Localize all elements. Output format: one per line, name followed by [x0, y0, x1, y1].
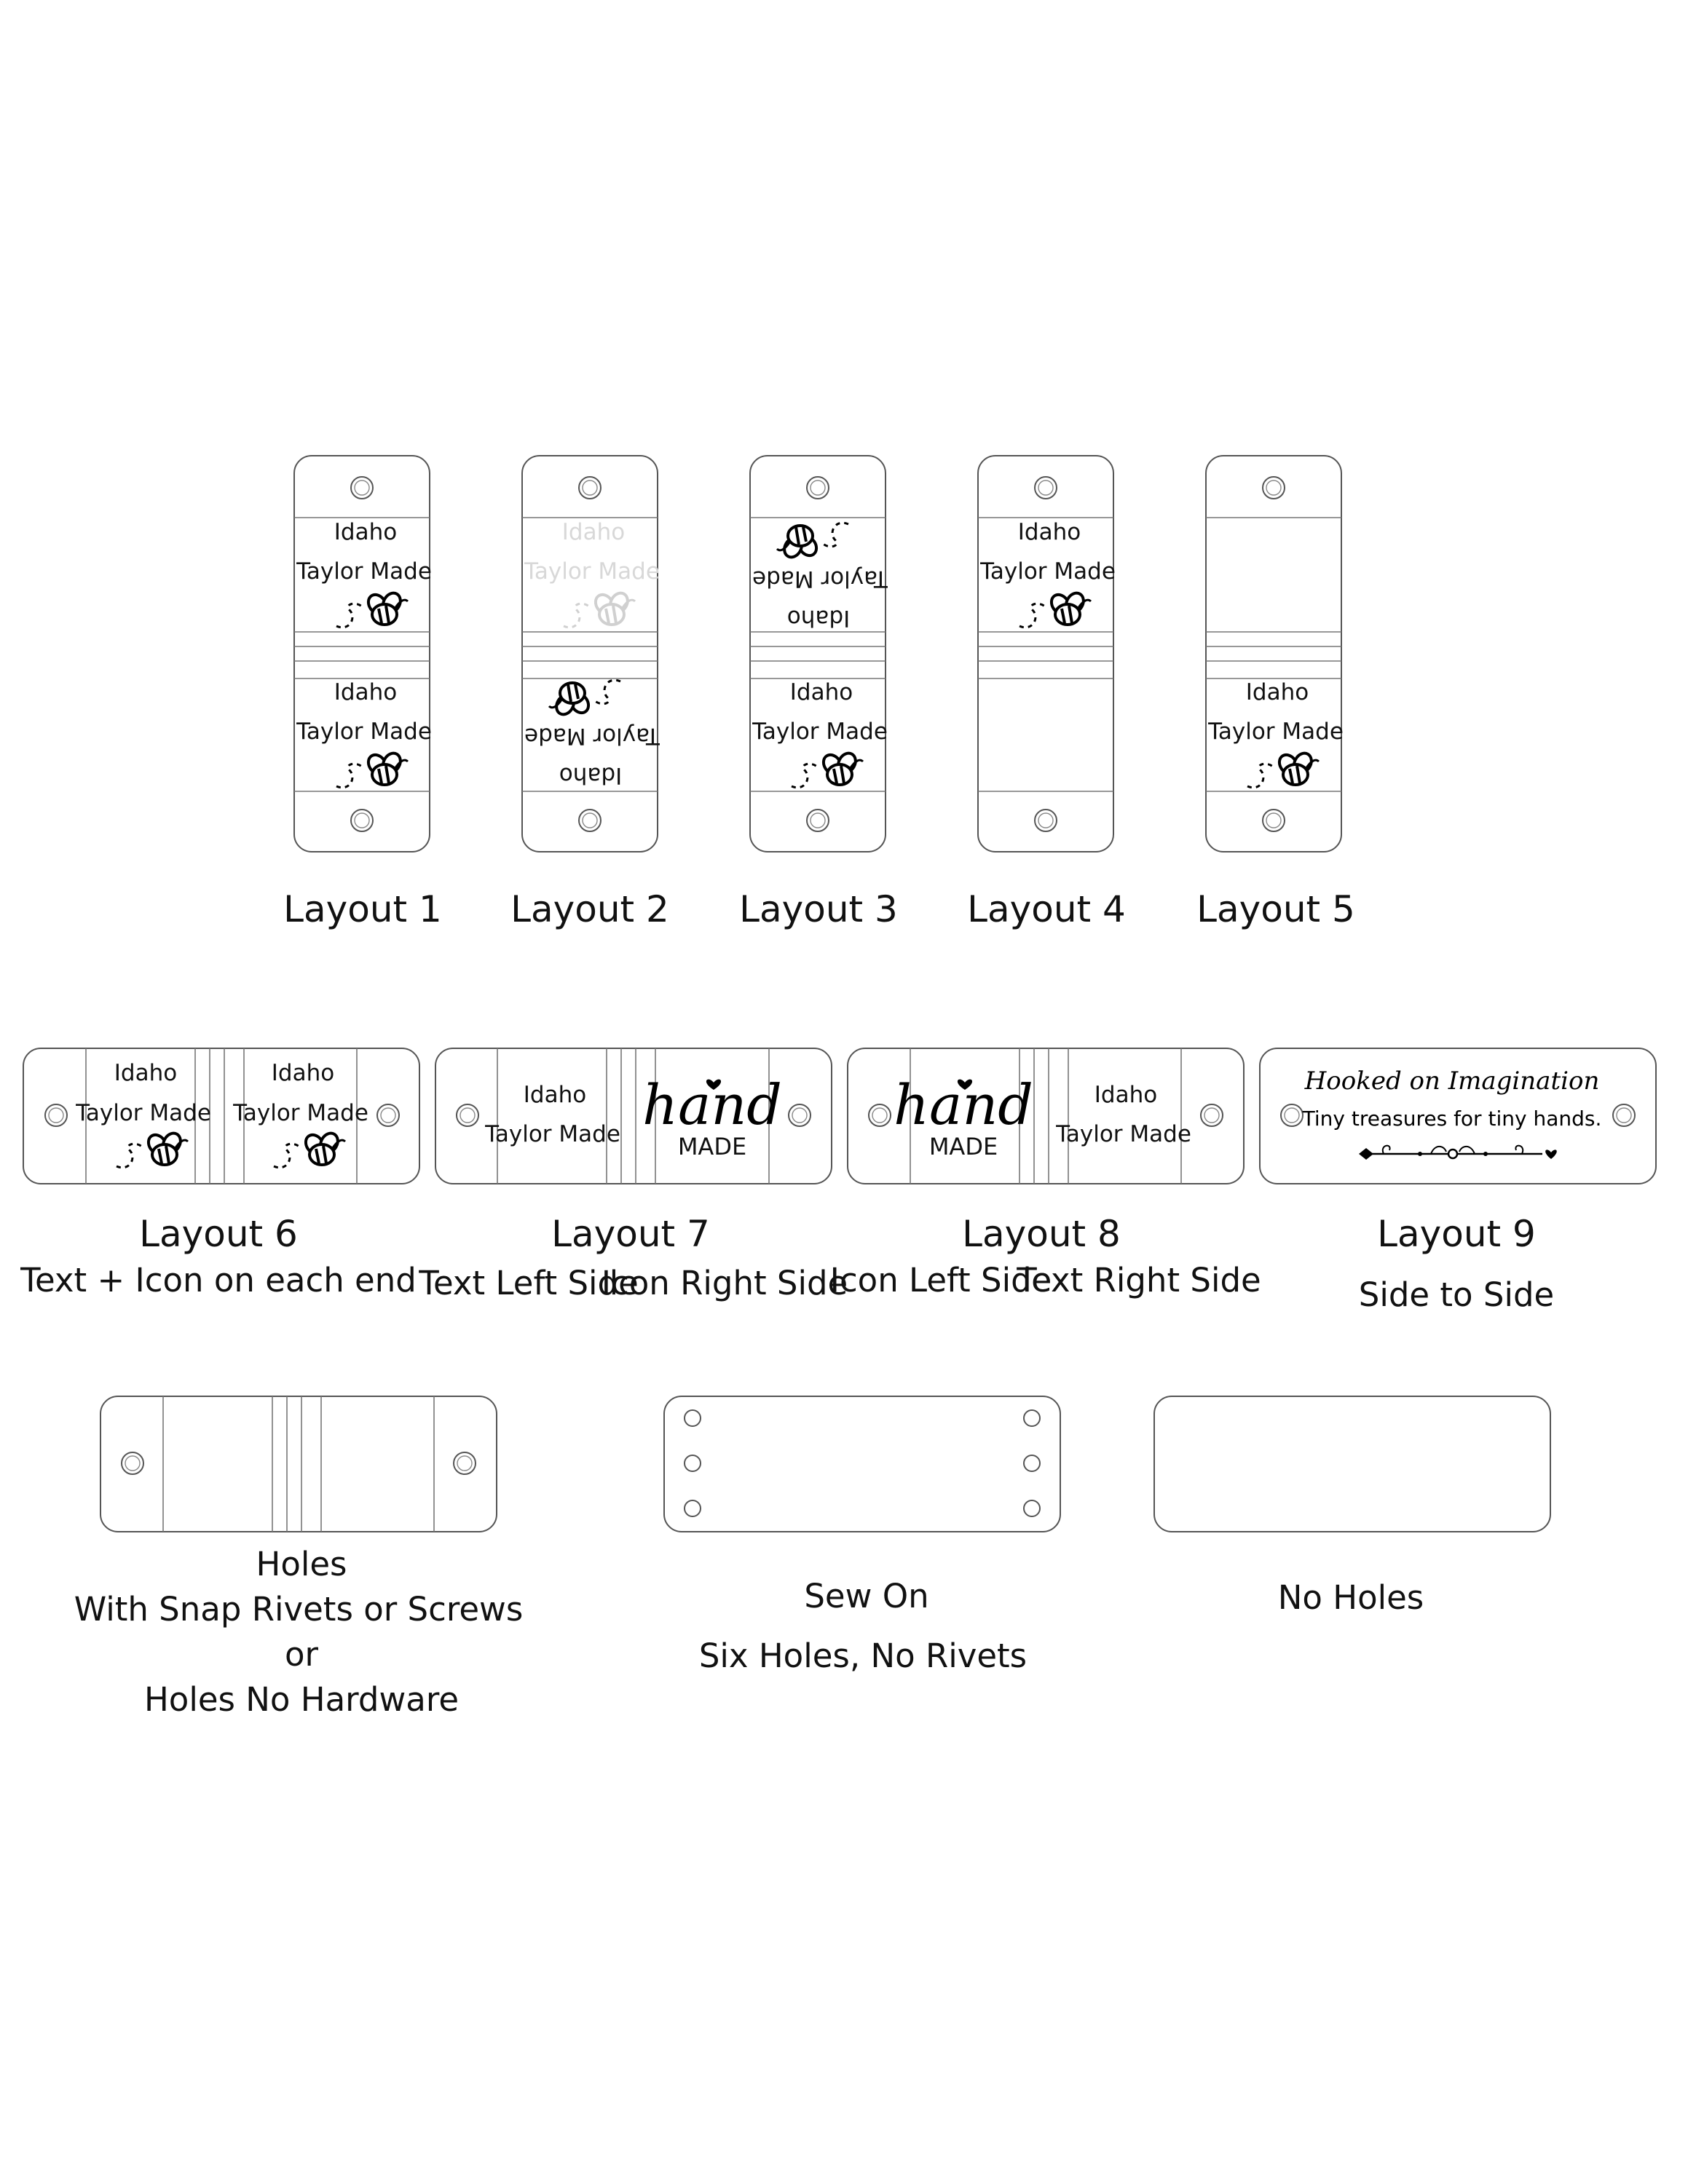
rivet-hole — [1035, 477, 1057, 499]
tag-text-line2: Taylor Made — [980, 558, 1116, 585]
tag-text-line2-upside-down: Taylor Made — [752, 566, 888, 592]
tag-text-line1-faded: Idaho — [561, 519, 626, 545]
rivet-hole — [377, 1104, 399, 1126]
layout-4-caption: Layout 4 — [967, 888, 1126, 930]
layout-6-caption: Layout 6 — [139, 1213, 298, 1255]
sew-hole — [685, 1410, 701, 1426]
rivet-hole — [1613, 1104, 1635, 1126]
tag-text-line1: Idaho — [1245, 679, 1309, 705]
tag-text-line2: Taylor Made — [752, 719, 888, 745]
tag-text-line2: Taylor Made — [233, 1100, 368, 1126]
sew-hole — [685, 1500, 701, 1516]
sew-on-tag — [664, 1396, 1060, 1532]
layout-9-script-line: Hooked on Imagination — [1304, 1067, 1600, 1096]
rivet-hole — [454, 1452, 476, 1474]
sew-hole — [1024, 1500, 1040, 1516]
tag-text-line1: Idaho — [114, 1060, 178, 1086]
hardware-sew-on-line1: Sew On — [804, 1577, 929, 1615]
tag-text-line2: Taylor Made — [1056, 1121, 1191, 1147]
rivet-hole — [807, 477, 829, 499]
layout-7-sub-right: Icon Right Side — [601, 1264, 848, 1302]
rivet-hole — [579, 810, 601, 831]
layout-6-subtitle: Text + Icon on each end — [20, 1261, 417, 1299]
layout-7-tag — [435, 1048, 832, 1184]
sew-hole — [1024, 1410, 1040, 1426]
hardware-holes-line4: Holes No Hardware — [143, 1680, 460, 1719]
rivet-hole — [457, 1104, 478, 1126]
tag-text-line2: Taylor Made — [485, 1121, 620, 1147]
layout-2-tag — [522, 456, 660, 852]
rivet-hole — [1263, 477, 1285, 499]
layout-9-subtitle: Side to Side — [1358, 1275, 1555, 1314]
rivet-hole — [45, 1104, 67, 1126]
rivet-hole — [351, 477, 373, 499]
layout-5-caption: Layout 5 — [1196, 888, 1355, 930]
made-logo-word: MADE — [677, 1133, 747, 1160]
hardware-no-holes-line1: No Holes — [1277, 1578, 1424, 1617]
layout-9-tagline: Tiny treasures for tiny hands. — [1302, 1107, 1602, 1131]
rivet-hole — [1035, 810, 1057, 831]
layout-9-caption: Layout 9 — [1377, 1213, 1536, 1255]
hand-logo-word: hand — [894, 1072, 1033, 1137]
layout-8-caption: Layout 8 — [962, 1213, 1121, 1255]
tag-text-line1: Idaho — [1017, 519, 1081, 545]
hardware-sew-on-line2: Six Holes, No Rivets — [698, 1637, 1028, 1675]
layout-3-caption: Layout 3 — [739, 888, 898, 930]
layout-3-tag — [750, 456, 888, 852]
layout-9-tag — [1260, 1048, 1656, 1184]
layout-2-caption: Layout 2 — [510, 888, 669, 930]
layout-8-sub-left: Icon Left Side — [829, 1261, 1052, 1299]
tag-text-line1-upside-down: Idaho — [559, 762, 623, 788]
layout-7-caption: Layout 7 — [551, 1213, 710, 1255]
tag-text-line1: Idaho — [271, 1060, 335, 1086]
hardware-holes-line3: or — [284, 1635, 319, 1674]
layout-5-tag — [1206, 456, 1344, 852]
tag-text-line2: Taylor Made — [296, 558, 432, 585]
tag-text-line1: Idaho — [334, 679, 398, 705]
rivet-hole — [807, 810, 829, 831]
hardware-holes-line2: With Snap Rivets or Screws — [74, 1590, 524, 1629]
tag-text-line1: Idaho — [334, 519, 398, 545]
layout-6-tag — [23, 1048, 419, 1184]
tag-text-line1: Idaho — [789, 679, 853, 705]
rivet-hole — [1263, 810, 1285, 831]
made-logo-word: MADE — [928, 1133, 998, 1160]
rivet-hole — [579, 477, 601, 499]
sew-hole — [685, 1455, 701, 1471]
tag-text-line2: Taylor Made — [1208, 719, 1344, 745]
rivet-hole — [1281, 1104, 1303, 1126]
rivet-hole — [869, 1104, 891, 1126]
no-holes-tag — [1154, 1396, 1550, 1532]
tag-text-line2: Taylor Made — [296, 719, 432, 745]
hand-logo-word: hand — [642, 1072, 782, 1137]
layout-4-tag — [978, 456, 1116, 852]
rivet-hole — [789, 1104, 811, 1126]
rivet-hole — [1201, 1104, 1223, 1126]
rivet-hole — [122, 1452, 143, 1474]
layout-8-sub-right: Text Right Side — [1017, 1261, 1261, 1299]
layout-7-sub-left: Text Left Side — [419, 1264, 639, 1302]
layout-1-tag — [294, 456, 432, 852]
rivet-hole — [351, 810, 373, 831]
layout-8-tag — [848, 1048, 1244, 1184]
tag-text-line1: Idaho — [1094, 1082, 1158, 1108]
sew-hole — [1024, 1455, 1040, 1471]
holes-with-rivets-tag — [100, 1396, 497, 1532]
tag-text-line2-faded: Taylor Made — [524, 558, 660, 585]
tag-text-line1-upside-down: Idaho — [786, 605, 851, 631]
layout-1-caption: Layout 1 — [283, 888, 442, 930]
hardware-holes-line1: Holes — [256, 1545, 347, 1583]
tag-text-line1: Idaho — [523, 1082, 587, 1108]
tag-text-line2: Taylor Made — [76, 1100, 211, 1126]
tag-text-line2-upside-down: Taylor Made — [524, 723, 660, 749]
